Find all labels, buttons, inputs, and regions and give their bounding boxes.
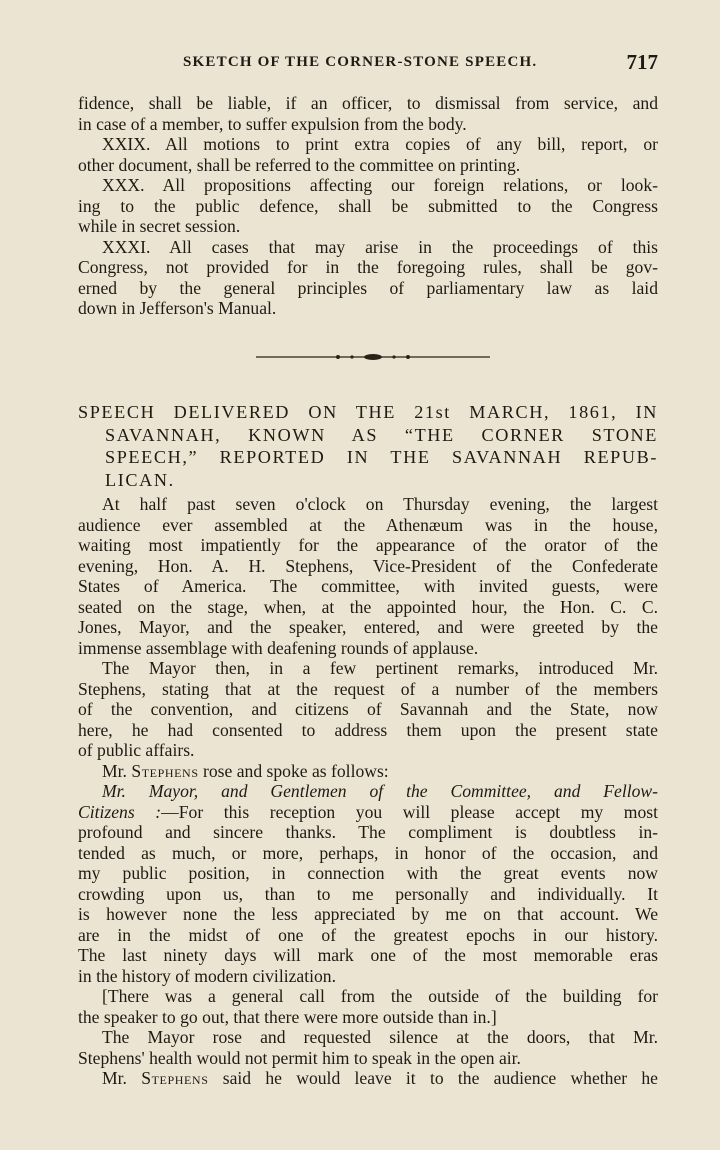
text-line: waiting most impatiently for the appearance of the orator of the [78, 535, 658, 555]
paragraph-general-call [78, 986, 658, 1027]
text-line: erned by the general principles of parliamentary law as laid [78, 277, 658, 298]
paragraph-stephens-rose [78, 761, 658, 782]
speech-heading [78, 401, 658, 491]
text-line: is however none the less appreciated by me on that account. We [78, 904, 658, 924]
text-line: are in the midst of one of the greatest epochs in our history. [78, 924, 658, 945]
text-fragment: —For this reception you will please accept my most [161, 801, 658, 822]
heading-line: LICAN. [105, 469, 175, 490]
text-line: Stephens' health would not permit him to speak in the open air. [78, 1047, 521, 1068]
paragraph-introduction [78, 494, 658, 658]
paragraph-mayor-introduction [78, 658, 658, 761]
text-line: of public affairs. [78, 740, 195, 760]
text-line: immense assemblage with deafening rounds of applause. [78, 637, 479, 658]
salutation-end: Citizens : [78, 801, 162, 822]
paragraph-mayor-silence [78, 1027, 658, 1068]
salutation-line: Mr. Mayor, and Gentlemen of the Committee, and Fellow- [102, 781, 658, 801]
speech-body [78, 494, 658, 1089]
text-line: while in secret session. [78, 216, 241, 236]
text-line: seated on the stage, when, at the appointed hour, the Hon. C. C. [78, 596, 658, 617]
text-line: tended as much, or more, perhaps, in honor of the occasion, and [78, 842, 658, 863]
heading-line: SPEECH DELIVERED ON THE 21st MARCH, 1861, IN [78, 402, 658, 422]
text-line: Stephens, stating that at the request of a number of the members [78, 678, 658, 699]
text-line: ing to the public defence, shall be submitted to the Congress [78, 195, 658, 216]
text-line: in the history of modern civilization. [78, 965, 336, 986]
text-line: fidence, shall be liable, if an officer, to dismissal from service, and [78, 93, 658, 113]
page-number: 717 [626, 50, 658, 74]
page-header [78, 50, 658, 80]
rules-text-block [78, 93, 658, 319]
text-line: The Mayor rose and requested silence at the doors, that Mr. [102, 1027, 658, 1047]
text-line: crowding upon us, than to me personally and individually. It [78, 883, 658, 904]
text-line: here, he had consented to address them upon the present state [78, 719, 658, 740]
mr-prefix: Mr. [102, 1068, 127, 1088]
text-line: the speaker to go out, that there were more outside than in.] [78, 1006, 497, 1027]
running-title: SKETCH OF THE CORNER-STONE SPEECH. [183, 54, 538, 70]
text-line: profound and sincere thanks. The compliment is doubtless in- [78, 822, 658, 842]
section-divider-ornament [256, 350, 490, 364]
text-line: States of America. The committee, with invited guests, were [78, 576, 658, 596]
speaker-name: Stephens [141, 1068, 209, 1088]
rule-xxix-line: XXIX. All motions to print extra copies of any bill, report, or [102, 134, 658, 154]
rule-xxx-line: XXX. All propositions affecting our foreign relations, or look- [102, 175, 658, 195]
text-line: in case of a member, to suffer expulsion from the body. [78, 113, 467, 134]
text-line: other document, shall be referred to the committee on printing. [78, 154, 521, 175]
text-line: [There was a general call from the outside of the building for [102, 986, 658, 1006]
text-line: down in Jefferson's Manual. [78, 298, 277, 318]
paragraph-stephens-said [78, 1068, 658, 1089]
rule-xxxi-line: XXXI. All cases that may arise in the proceedings of this [102, 236, 658, 257]
text-fragment: said he would leave it to the audience whether he [222, 1068, 658, 1088]
text-line: At half past seven o'clock on Thursday evening, the largest [102, 494, 658, 514]
text-line: my public position, in connection with the great events now [78, 863, 658, 883]
text-fragment: rose and spoke as follows: [203, 760, 389, 781]
text-line: of the convention, and citizens of Savannah and the State, now [78, 699, 658, 719]
text-line: audience ever assembled at the Athenæum was in the house, [78, 514, 658, 535]
mr-prefix: Mr. [102, 760, 127, 781]
speaker-name: Stephens [131, 760, 199, 781]
heading-line: SPEECH,” REPORTED IN THE SAVANNAH REPUB- [105, 447, 658, 467]
text-line: The Mayor then, in a few pertinent remarks, introduced Mr. [102, 658, 658, 678]
text-line: Jones, Mayor, and the speaker, entered, and were greeted by the [78, 617, 658, 637]
text-line: evening, Hon. A. H. Stephens, Vice-President of the Confederate [78, 555, 658, 576]
heading-line: SAVANNAH, KNOWN AS “THE CORNER STONE [105, 424, 658, 445]
text-line [78, 802, 658, 823]
paragraph-address [78, 781, 658, 986]
text-line: Congress, not provided for in the foregoing rules, shall be gov- [78, 257, 658, 277]
text-line: The last ninety days will mark one of the most memorable eras [78, 945, 658, 965]
